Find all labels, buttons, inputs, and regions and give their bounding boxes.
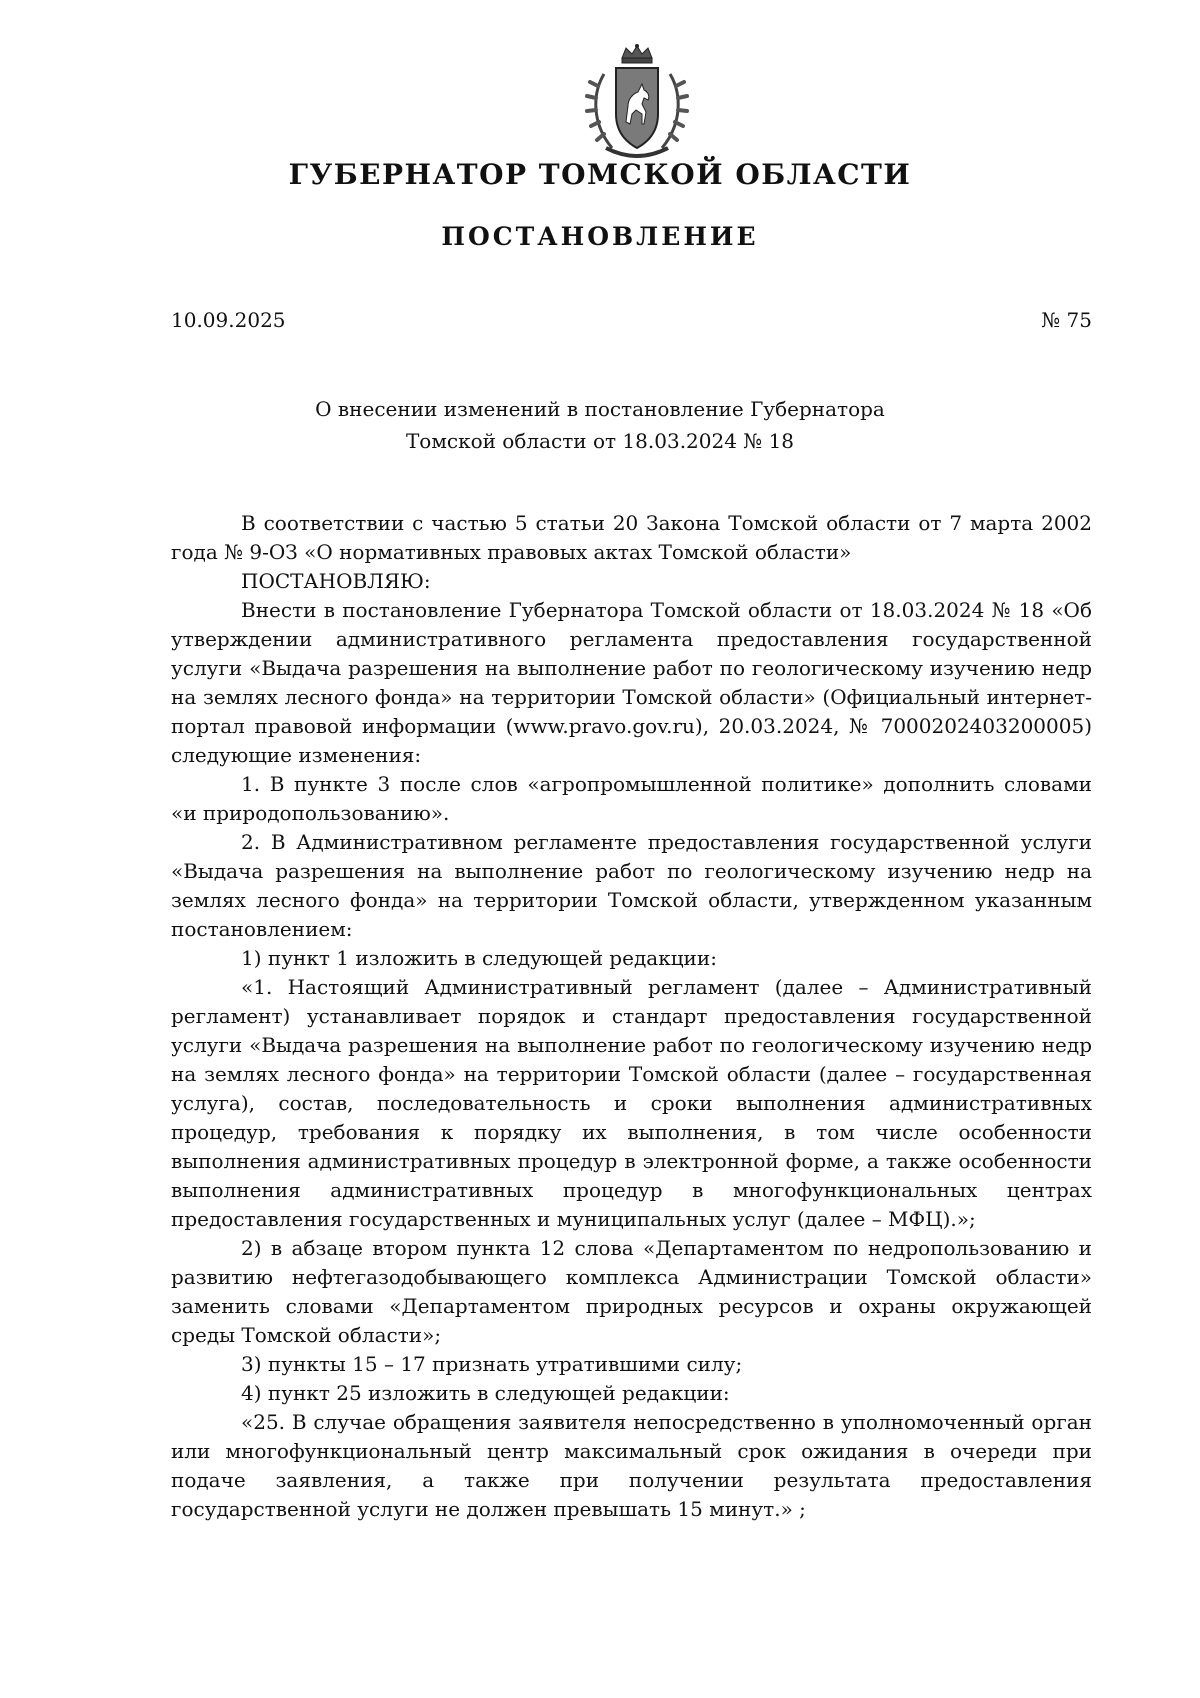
intro-paragraph: Внести в постановление Губернатора Томской области от 18.03.2024 № 18 «Об утверждении административного регламента предоставления государственной услуги «Выдача разрешения на выполнение работ по геологическому изучению недр на землях лесного фонда» на территории Томской области» (Официальный интернет-портал правовой информации (www.pravo.gov.ru), 20.03.2024, № 7000202403200005) следующие изменения: xyxy=(171,598,1092,767)
document-title xyxy=(200,393,1000,457)
document-date: 10.09.2025 xyxy=(171,308,286,332)
subitem-paragraph: 3) пункты 15 – 17 признать утратившими силу; xyxy=(241,1352,743,1376)
quoted-paragraph: «1. Настоящий Административный регламент (далее – Административный регламент) устанавливает порядок и стандарт предоставления государственной услуги «Выдача разрешения на выполнение работ по геологическому изучению недр на землях лесного фонда» на территории Томской области (далее – государственная услуга), состав, последовательность и сроки выполнения административных процедур, требования к порядку их выполнения, в том числе особенности выполнения административных процедур в электронной форме, а также особенности выполнения административных процедур в многофункциональных центрах предоставления государственных и муниципальных услуг (далее – МФЦ).»; xyxy=(171,975,1092,1231)
subitem-paragraph: 2) в абзаце втором пункта 12 слова «Департаментом по недропользованию и развитию нефтегазодобывающего комплекса Администрации Томской области» заменить словами «Департаментом природных ресурсов и охраны окружающей среды Томской области»; xyxy=(171,1236,1092,1347)
document-title-line: О внесении изменений в постановление Губернатора xyxy=(315,397,885,421)
quoted-paragraph: «25. В случае обращения заявителя непосредственно в уполномоченный орган или многофункциональный центр максимальный срок ожидания в очереди при подаче заявления, а также при получении результата предоставления государственной услуги не должен превышать 15 минут.» ; xyxy=(171,1410,1092,1521)
document-number: № 75 xyxy=(1041,308,1092,332)
preamble-paragraph: В соответствии с частью 5 статьи 20 Закона Томской области от 7 марта 2002 года № 9-ОЗ «О нормативных правовых актах Томской области» xyxy=(171,511,1092,564)
issuing-authority-heading: ГУБЕРНАТОР ТОМСКОЙ ОБЛАСТИ xyxy=(288,158,912,191)
item-paragraph: 1. В пункте 3 после слов «агропромышленной политике» дополнить словами «и природопользованию». xyxy=(171,772,1092,825)
subitem-paragraph: 4) пункт 25 изложить в следующей редакции: xyxy=(241,1381,730,1405)
document-title-line: Томской области от 18.03.2024 № 18 xyxy=(405,429,795,453)
coat-of-arms-icon xyxy=(582,44,692,166)
document-type-heading: ПОСТАНОВЛЕНИЕ xyxy=(441,222,759,251)
subitem-paragraph: 1) пункт 1 изложить в следующей редакции: xyxy=(241,946,717,970)
item-paragraph: 2. В Административном регламенте предоставления государственной услуги «Выдача разрешения на выполнение работ по геологическому изучению недр на землях лесного фонда» на территории Томской области, утвержденном указанным постановлением: xyxy=(171,830,1092,941)
resolve-paragraph: ПОСТАНОВЛЯЮ: xyxy=(241,569,431,593)
document-body xyxy=(171,509,1092,1524)
